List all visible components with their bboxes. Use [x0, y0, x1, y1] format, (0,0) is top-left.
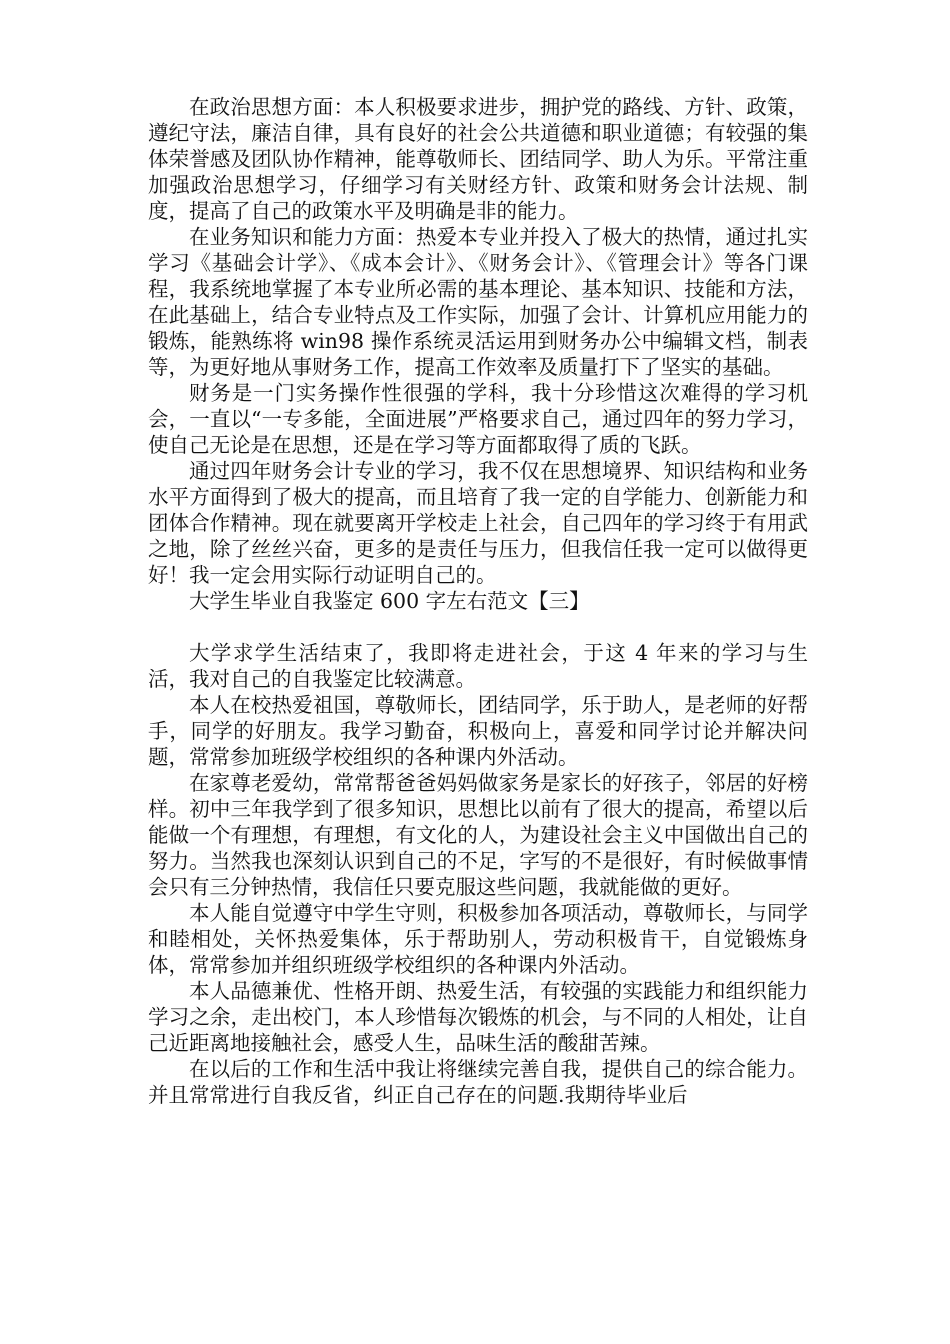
paragraph-school-conduct: 本人在校热爱祖国，尊敬师长，团结同学，乐于助人，是老师的好帮手，同学的好朋友。我学习勤奋，积极向上，喜爱和同学讨论并解决问题，常常参加班级学校组织的各种课内外活动。 — [148, 693, 808, 769]
paragraph-professional-knowledge: 在业务知识和能力方面：热爱本专业并投入了极大的热情，通过扎实学习《基础会计学》、《成本会计》、《财务会计》、《管理会计》等各门课程，我系统地掌握了本专业所必需的基本理论、基本知识、技能和方法，在此基础上，结合专业特点及工作实际，加强了会计、计算机应用能力的锻炼，能熟练将 win98 操作系统灵活运用到财务办公中编辑文档，制表等，为更好地从事财务工作，提高工作效率及质量打下了坚实的基础。 — [148, 225, 808, 379]
paragraph-rules-compliance: 本人能自觉遵守中学生守则，积极参加各项活动，尊敬师长，与同学和睦相处，关怀热爱集体，乐于帮助别人，劳动积极肯干，自觉锻炼身体，常常参加并组织班级学校组织的各种课内外活动。 — [148, 901, 808, 977]
section-title: 大学生毕业自我鉴定 600 字左右范文【三】 — [189, 589, 590, 613]
document-body — [148, 94, 808, 1108]
paragraph-finance-discipline: 财务是一门实务操作性很强的学科，我十分珍惜这次难得的学习机会，一直以“一专多能，全面进展”严格要求自己，通过四年的努力学习，使自己无论是在思想，还是在学习等方面都取得了质的飞跃。 — [148, 381, 808, 457]
blank-line — [148, 614, 808, 640]
paragraph-university-life: 大学求学生活结束了，我即将走进社会，于这 4 年来的学习与生活，我对自己的自我鉴定比较满意。 — [148, 641, 808, 691]
paragraph-four-year-study: 通过四年财务会计专业的学习，我不仅在思想境界、知识结构和业务水平方面得到了极大的提高，而且培育了我一定的自学能力、创新能力和团体合作精神。现在就要离开学校走上社会，自己四年的学习终于有用武之地，除了丝丝兴奋，更多的是责任与压力，但我信任我一定可以做得更好！我一定会用实际行动证明自己的。 — [148, 459, 808, 587]
paragraph-future: 在以后的工作和生活中我让将继续完善自我，提供自己的综合能力。并且常常进行自我反省，纠正自己存在的问题.我期待毕业后 — [148, 1057, 808, 1107]
paragraph-political-thought: 在政治思想方面：本人积极要求进步，拥护党的路线、方针、政策，遵纪守法，廉洁自律，具有良好的社会公共道德和职业道德；有较强的集体荣誉感及团队协作精神，能尊敬师长、团结同学、助人为乐。平常注重加强政治思想学习，仔细学习有关财经方针、政策和财务会计法规、制度，提高了自己的政策水平及明确是非的能力。 — [148, 95, 808, 223]
paragraph-character: 本人品德兼优、性格开朗、热爱生活，有较强的实践能力和组织能力学习之余，走出校门，本人珍惜每次锻炼的机会，与不同的人相处，让自己近距离地接触社会，感受人生，品味生活的酸甜苦辣。 — [148, 979, 808, 1055]
paragraph-family-conduct: 在家尊老爱幼，常常帮爸爸妈妈做家务是家长的好孩子，邻居的好榜样。初中三年我学到了很多知识，思想比以前有了很大的提高，希望以后能做一个有理想，有理想，有文化的人，为建设社会主义中国做出自己的努力。当然我也深刻认识到自己的不足，字写的不是很好，有时候做事情会只有三分钟热情，我信任只要克服这些问题，我就能做的更好。 — [148, 771, 808, 899]
